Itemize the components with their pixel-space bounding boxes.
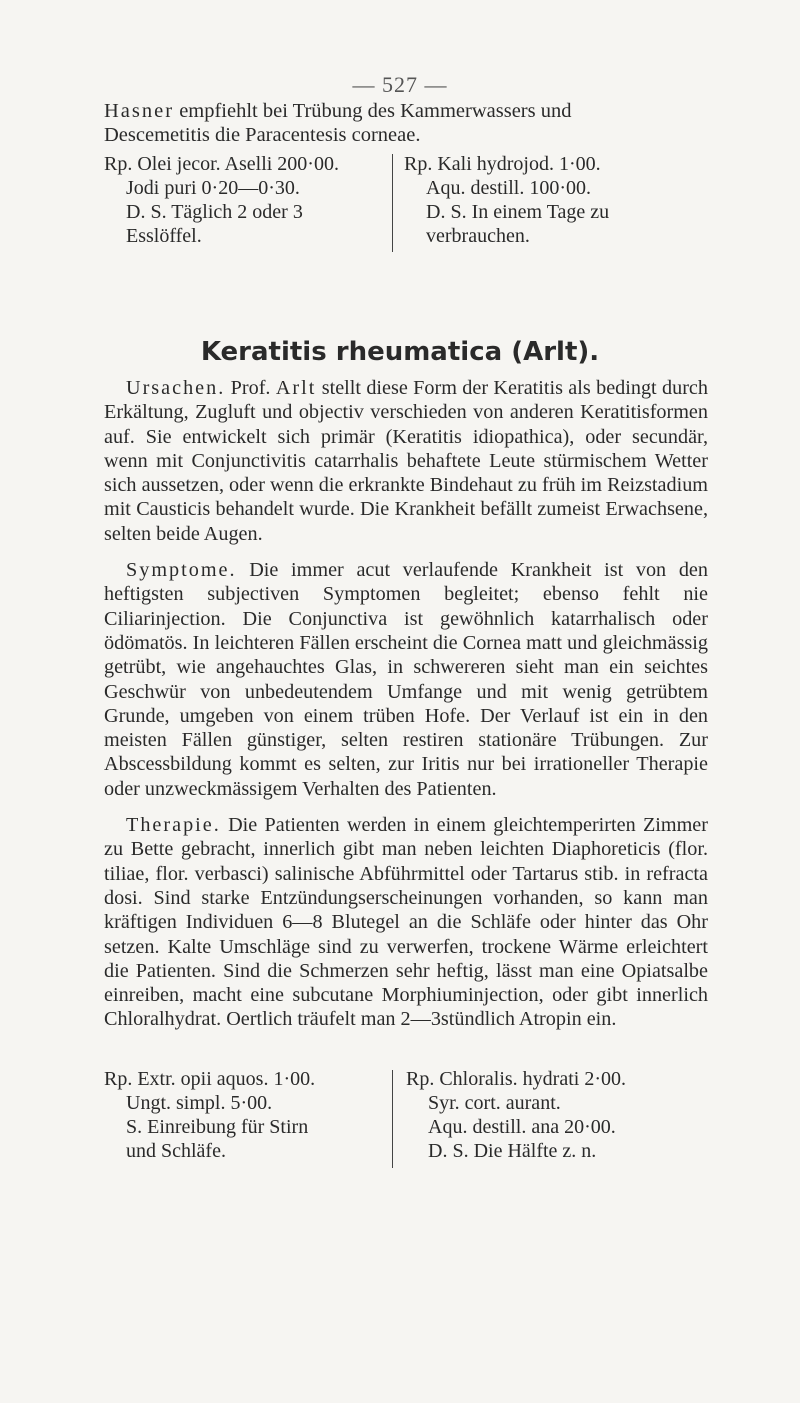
intro-line-1-text: empfiehlt bei Trübung des Kammerwassers und	[174, 100, 572, 122]
recipe-line: S. Einreibung für Stirn	[126, 1116, 309, 1138]
recipe-divider-top	[392, 154, 393, 252]
author-name: Hasner	[104, 100, 175, 122]
paragraph-text: Die immer acut verlaufende Krankheit ist von den heftigsten subjectiven Symptomen begleitet; ebenso fehlt nie Ciliarinjection. Die Conjunctiva ist gewöhnlich katarrhalisch oder ödömatös. In leichteren Fällen erscheint die Cornea matt und gleichmässig getrübt, wie angehauchtes Glas, in schwereren sieht man ein seichtes Geschwür von unbedeutendem Umfange und mit wenig getrübtem Grunde, umgeben von einem trüben Hofe. Der Verlauf ist ein in den meisten Fällen günstiger, selten restiren stationäre Trübungen. Zur Abscessbildung kommt es selten, zur Iritis nur bei irrationeller Therapie oder unzweckmässigem Verhalten des Patienten.	[104, 559, 708, 800]
page-number: — 527 —	[352, 72, 448, 97]
recipe-top-left	[104, 152, 339, 248]
paragraph-text: Prof.	[225, 377, 276, 399]
recipe-line: und Schläfe.	[126, 1140, 226, 1162]
paragraph-text: stellt diese Form der Keratitis als bedingt durch Erkältung, Zugluft und objectiv verschieden von anderen Keratitisformen auf. Sie entwickelt sich primär (Keratitis idiopathica), oder secundär, wenn mit Conjunctivitis catarrhalis behaftete Leute stürmischem Wetter sich aussetzen, oder wenn die erkrankte Bindehaut zu früh im Reizstadium mit Causticis behandelt wurde. Die Krankheit befällt zumeist Erwachsene, selten beide Augen.	[104, 377, 708, 545]
paragraph-label: Symptome.	[126, 559, 237, 582]
recipe-line: Ungt. simpl. 5·00.	[126, 1092, 273, 1114]
section-body	[104, 376, 708, 1032]
recipe-line: Rp. Kali hydrojod. 1·00.	[404, 153, 601, 175]
paragraph-text: Die Patienten werden in einem gleichtemperirten Zimmer zu Bette gebracht, innerlich gibt man neben leichten Diaphoreticis (flor. tiliae, flor. verbasci) salinische Abführmittel oder Tartarus stib. in refracta dosi. Sind starke Entzündungserscheinungen vorhanden, so kann man kräftigen Individuen 6—8 Blutegel an die Schläfe oder hinter das Ohr setzen. Kalte Umschläge sind zu verwerfen, trockene Wärme erleichtert die Patienten. Sind die Schmerzen sehr heftig, lässt man eine Opiatsalbe einreiben, macht eine subcutane Morphiuminjection, oder gibt innerlich Chloralhydrat. Oertlich träufelt man 2—3stündlich Atropin ein.	[104, 814, 708, 1031]
recipe-divider-bottom	[392, 1070, 393, 1168]
recipe-line: Rp. Olei jecor. Aselli 200·00.	[104, 153, 339, 175]
recipe-line: D. S. Die Hälfte z. n.	[428, 1140, 597, 1162]
paragraph-label: Ursachen.	[126, 377, 226, 399]
recipe-line: verbrauchen.	[426, 225, 530, 247]
paragraph-symptome	[104, 558, 708, 801]
paragraph-ursachen	[104, 376, 708, 546]
recipe-line: Syr. cort. aurant.	[428, 1092, 561, 1114]
section-heading: Keratitis rheumatica (Arlt).	[200, 337, 600, 367]
author-name: Arlt	[275, 377, 317, 399]
recipe-line: Rp. Chloralis. hydrati 2·00.	[406, 1068, 626, 1090]
recipe-line: Esslöffel.	[126, 225, 202, 247]
intro-line-2: Descemetitis die Paracentesis corneae.	[104, 124, 421, 146]
intro-line-1	[104, 99, 571, 123]
recipe-bottom-left	[104, 1067, 315, 1163]
recipe-line: Rp. Extr. opii aquos. 1·00.	[104, 1068, 316, 1090]
recipe-top-right	[404, 152, 609, 248]
recipe-bottom-right	[406, 1067, 626, 1163]
recipe-line: Aqu. destill. ana 20·00.	[428, 1116, 616, 1138]
recipe-line: Jodi puri 0·20—0·30.	[126, 177, 300, 199]
recipe-line: D. S. In einem Tage zu	[426, 201, 610, 223]
recipe-line: Aqu. destill. 100·00.	[426, 177, 591, 199]
paragraph-therapie	[104, 813, 708, 1032]
recipe-line: D. S. Täglich 2 oder 3	[126, 201, 303, 223]
paragraph-label: Therapie.	[126, 814, 221, 837]
